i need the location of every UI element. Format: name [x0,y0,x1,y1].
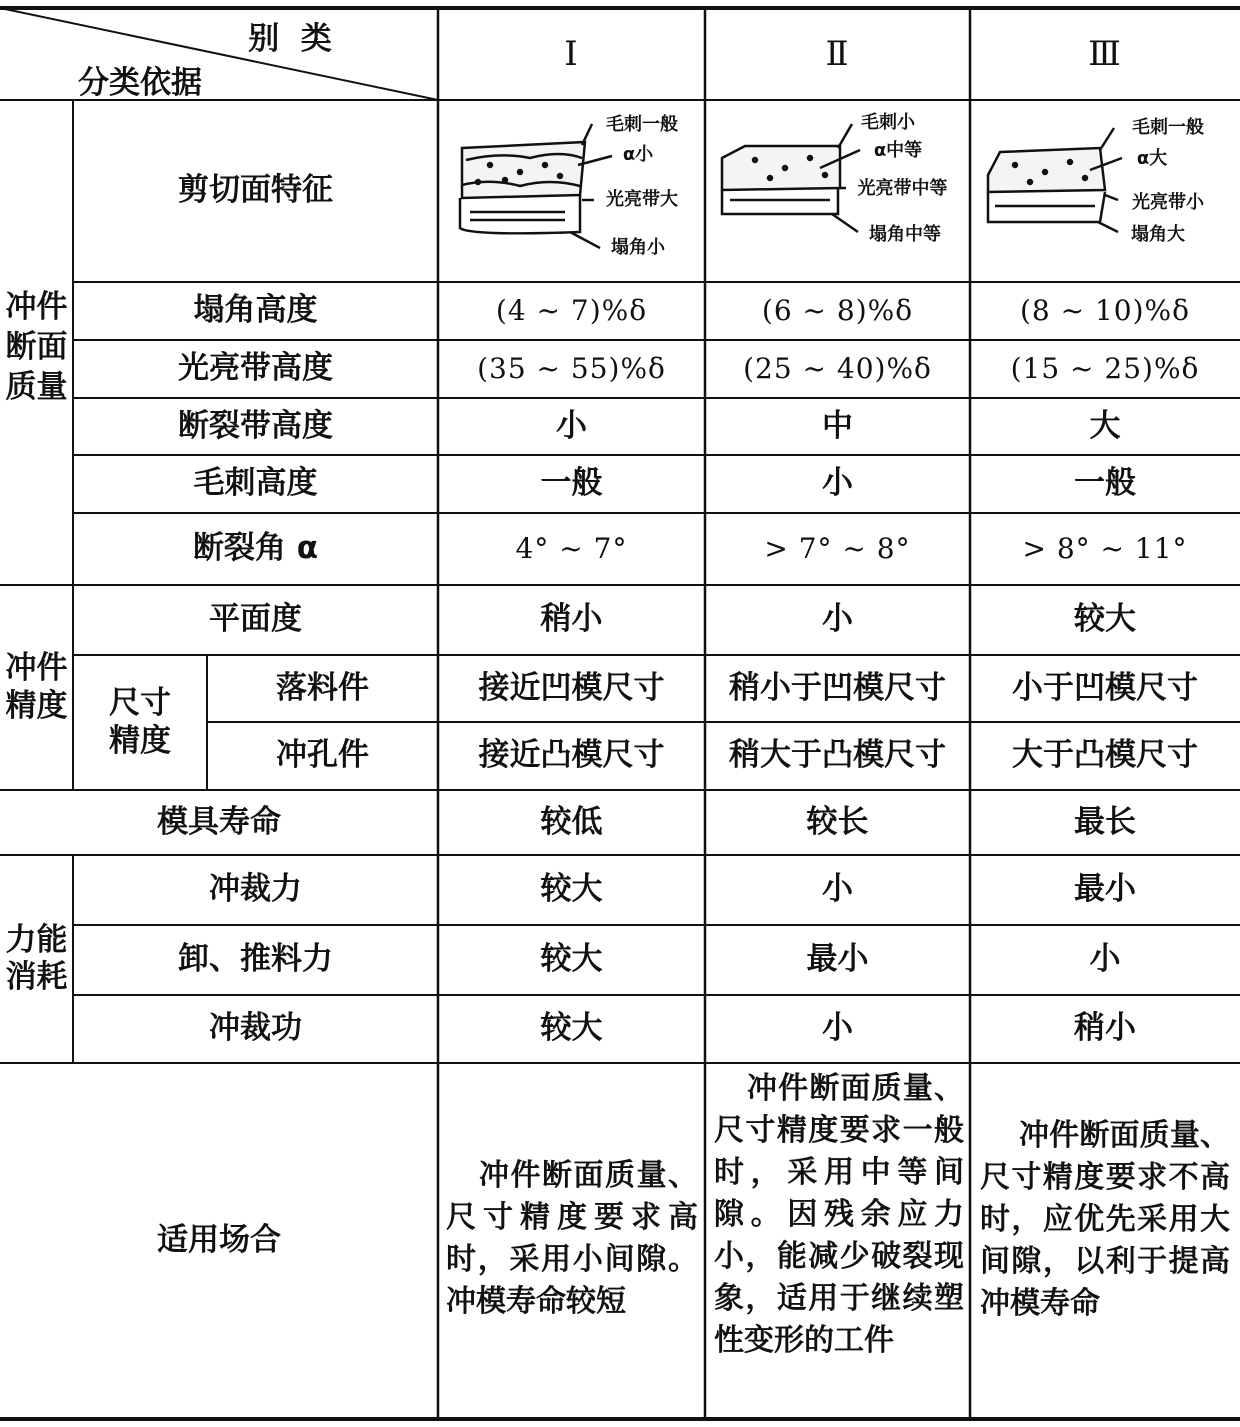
diagram-3-alpha-label: α大 [1136,148,1168,170]
group-quality: 冲件 断面 质量 [5,288,68,406]
cell-fracture-height-3: 大 [1089,407,1121,444]
cell-flatness-1: 稍小 [540,601,603,638]
cell-stripping-force-1: 较大 [540,941,603,978]
diagram-3-collapse-label: 塌角大 [1131,224,1185,246]
row-label-stripping-force: 卸、推料力 [178,941,333,978]
cell-application-2: 冲件断面质量、尺寸精度要求一般时，采用中等间隙。因残余应力小，能减少破裂现象，适用于继续塑性变形的工件 [714,1071,964,1358]
row-label-burr-height: 毛刺高度 [193,465,318,502]
row-label-shear-face: 剪切面特征 [178,172,333,209]
diagram-2-alpha-label: α中等 [873,140,923,162]
cell-stripping-force-2: 最小 [806,941,869,978]
cell-die-life-3: 最长 [1074,803,1136,840]
cell-punching-part-2: 稍大于凸模尺寸 [729,737,946,774]
column-header-2: Ⅱ [825,33,850,74]
diagram-3-bright-label: 光亮带小 [1132,192,1204,214]
cell-bright-height-1: (35 ~ 55)%δ [477,352,666,386]
diagram-2-burr-label: 毛刺小 [861,112,915,134]
cell-collapse-height-1: (4 ~ 7)%δ [495,294,648,328]
cell-fracture-angle-3: > 8° ~ 11° [1022,532,1188,566]
group-precision: 冲件 精度 [5,650,68,724]
cell-blanking-force-2: 小 [822,871,853,908]
row-label-flatness: 平面度 [209,601,302,638]
row-label-application: 适用场合 [157,1222,281,1259]
cell-blanking-part-3: 小于凹模尺寸 [1012,669,1198,706]
group-force: 力能 消耗 [5,921,68,995]
row-label-blanking-part: 落料件 [276,669,369,706]
diagram-2-collapse-label: 塌角中等 [869,224,941,246]
cell-punching-part-3: 大于凸模尺寸 [1012,737,1198,774]
shear-diagram-2 [722,124,860,232]
header-basis-label: 分类依据 [78,65,202,102]
row-label-blanking-force: 冲裁力 [209,871,302,908]
cell-blanking-part-1: 接近凹模尺寸 [478,669,665,706]
row-label-die-life: 模具寿命 [157,803,281,840]
cell-fracture-height-2: 中 [822,407,853,444]
cell-flatness-2: 小 [822,601,853,638]
cell-blanking-force-1: 较大 [540,871,603,908]
diagram-1-burr-label: 毛刺一般 [606,114,678,136]
cell-flatness-3: 较大 [1074,601,1136,638]
cell-bright-height-2: (25 ~ 40)%δ [743,352,932,386]
column-header-1: Ⅰ [564,33,579,74]
diagram-1-alpha-label: α小 [622,144,654,166]
shear-diagram-1 [460,124,612,248]
row-label-fracture-angle: 断裂角 α [192,530,319,567]
diagram-1-collapse-label: 塌角小 [611,237,665,259]
cell-blanking-work-1: 较大 [540,1010,603,1047]
cell-collapse-height-3: (8 ~ 10)%δ [1019,294,1190,328]
cell-punching-part-1: 接近凸模尺寸 [478,737,665,774]
row-label-collapse-height: 塌角高度 [193,292,318,329]
cell-burr-height-2: 小 [822,465,853,502]
row-label-punching-part: 冲孔件 [276,737,369,774]
cell-blanking-force-3: 最小 [1074,871,1136,908]
cell-blanking-part-2: 稍小于凹模尺寸 [729,669,946,706]
row-label-bright-height: 光亮带高度 [178,350,333,387]
row-label-blanking-work: 冲裁功 [209,1010,302,1047]
cell-fracture-angle-2: > 7° ~ 8° [764,532,911,566]
diagram-3-burr-label: 毛刺一般 [1132,117,1204,139]
shear-diagram-3 [988,128,1122,232]
cell-die-life-1: 较低 [540,803,603,840]
cell-fracture-angle-1: 4° ~ 7° [515,532,628,566]
cell-blanking-work-3: 稍小 [1074,1010,1136,1047]
row-label-fracture-height: 断裂带高度 [178,407,333,444]
diagram-1-bright-label: 光亮带大 [606,189,678,211]
cell-application-3: 冲件断面质量、尺寸精度要求不高时，应优先采用大间隙，以利于提高冲模寿命 [980,1118,1230,1321]
cell-fracture-height-1: 小 [556,407,587,444]
cell-die-life-2: 较长 [806,803,869,840]
diagram-2-bright-label: 光亮带中等 [857,178,948,200]
cell-collapse-height-2: (6 ~ 8)%δ [761,294,914,328]
cell-burr-height-3: 一般 [1074,465,1136,502]
cell-stripping-force-3: 小 [1089,941,1121,978]
column-header-3: Ⅲ [1088,33,1122,74]
cell-burr-height-1: 一般 [540,465,603,502]
group-dim-precision: 尺寸 精度 [109,685,171,759]
cell-bright-height-3: (15 ~ 25)%δ [1010,352,1200,386]
header-category-label: 别 类 [248,21,332,58]
cell-application-1: 冲件断面质量、尺寸精度要求高时，采用小间隙。冲模寿命较短 [446,1158,698,1319]
cell-blanking-work-2: 小 [822,1010,853,1047]
